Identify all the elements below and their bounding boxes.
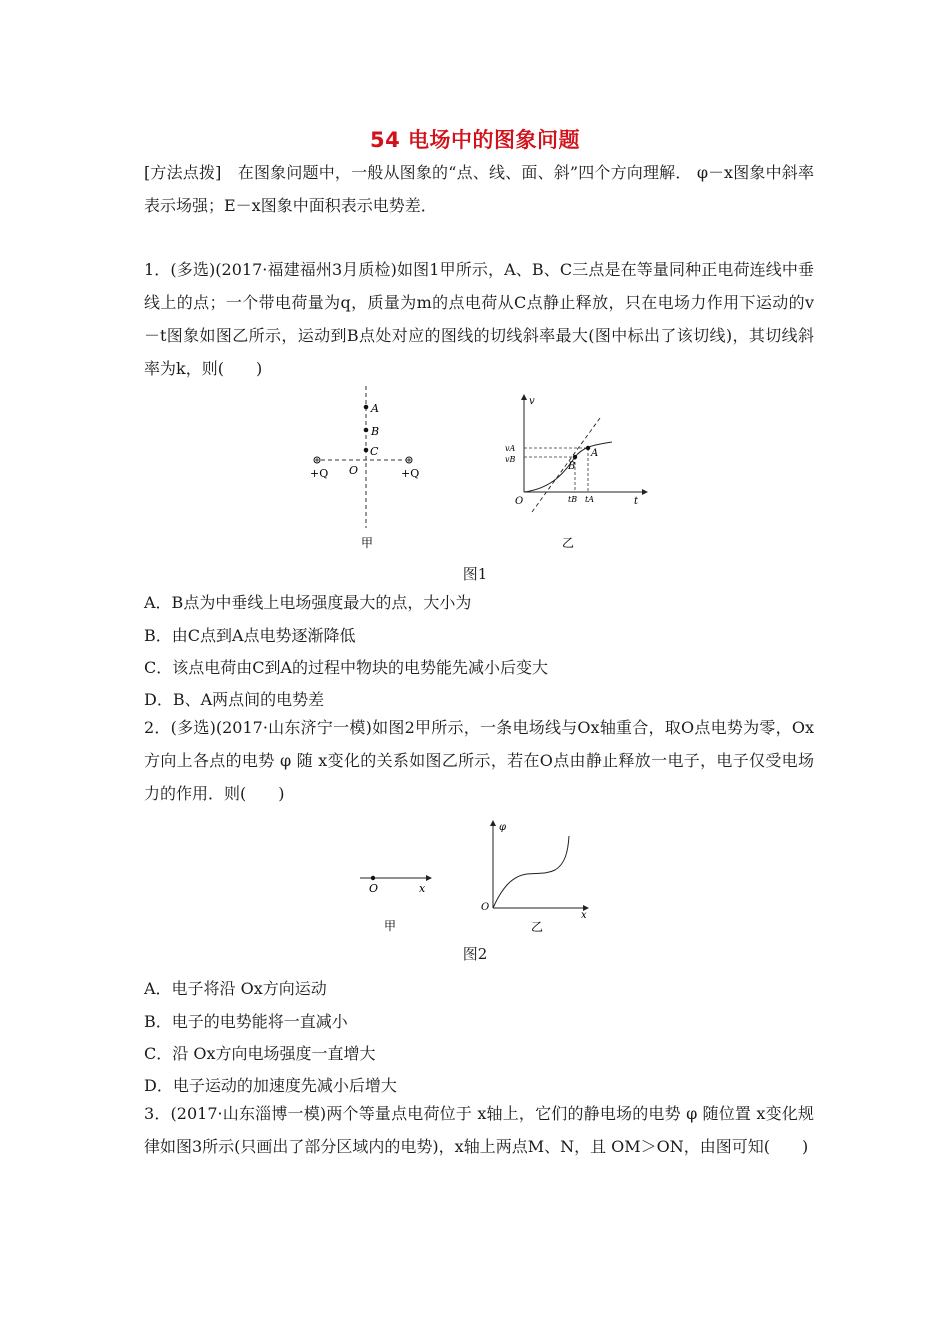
q1-option-b: B．由C点到A点电势逐渐降低 xyxy=(144,626,356,645)
figure-1-jia xyxy=(300,382,430,562)
charge-left-label: +Q xyxy=(310,467,329,480)
point-b-label: B xyxy=(371,425,380,438)
phi-x-curve xyxy=(493,836,569,908)
question-1-stem: 1．(多选)(2017·福建福州3月质检)如图1甲所示，A、B、C三点是在等量同种正电荷连线中垂线上的点；一个带电荷量为q，质量为m的点电荷从C点静止释放，只在电场力作用下运动的v－t图象如图乙所示，运动到B点处对应的图线的切线斜率最大(图中标出了该切线)，其切线斜率为k，则( ) xyxy=(144,260,814,378)
axis-v-label: v xyxy=(529,396,535,407)
point-c-label: C xyxy=(370,445,379,458)
q1-option-c: C．该点电荷由C到A的过程中物块的电势能先减小后变大 xyxy=(144,658,549,677)
q2-option-d: D．电子运动的加速度先减小后增大 xyxy=(144,1076,397,1095)
method-tip: [方法点拨] 在图象问题中，一般从图象的“点、线、面、斜”四个方向理解． φ－x图象中斜率表示场强；E－x图象中面积表示电势差． xyxy=(144,163,814,215)
axis-x-label: x xyxy=(419,882,426,895)
point-b-label: B xyxy=(568,461,576,472)
right-charge-icon xyxy=(406,457,412,463)
axis-t-label: t xyxy=(634,496,639,507)
q1-option-d: D．B、A两点间的电势差 xyxy=(144,690,325,709)
point-a-dot xyxy=(364,405,369,410)
charge-right-label: +Q xyxy=(401,467,420,480)
question-2-stem: 2．(多选)(2017·山东济宁一模)如图2甲所示，一条电场线与Ox轴重合，取O点电势为零，Ox方向上各点的电势 φ 随 x变化的关系如图乙所示，若在O点由静止释放一电子，电子仅受电场力的作用．则( ) xyxy=(144,718,814,803)
axis-x-label: x xyxy=(581,910,587,921)
origin-dot xyxy=(371,876,375,880)
axis-phi-label: φ xyxy=(499,822,507,833)
figure-2-yi-label: 乙 xyxy=(531,920,544,934)
origin-label: O xyxy=(481,902,490,913)
figure-2-jia xyxy=(356,866,436,936)
point-c-dot xyxy=(364,448,369,453)
v-b-label: vB xyxy=(505,455,516,464)
origin-label: O xyxy=(515,496,524,507)
left-charge-icon xyxy=(314,457,320,463)
point-a-label: A xyxy=(371,402,379,415)
v-a-label: vA xyxy=(505,444,516,453)
q2-option-c: C．沿 Ox方向电场强度一直增大 xyxy=(144,1044,376,1063)
q2-option-a: A．电子将沿 Ox方向运动 xyxy=(144,979,327,998)
point-b-dot xyxy=(364,428,369,433)
point-a-label: A xyxy=(591,448,599,459)
page-title: 54 电场中的图象问题 xyxy=(369,128,581,152)
point-a-dot xyxy=(586,446,590,450)
q2-option-b: B．电子的电势能将一直减小 xyxy=(144,1012,348,1031)
t-a-label: tA xyxy=(585,495,594,504)
figure-1-yi-label: 乙 xyxy=(562,536,575,550)
origin-label: O xyxy=(349,464,359,477)
figure-1-jia-label: 甲 xyxy=(361,536,374,550)
q1-option-a: A．B点为中垂线上电场强度最大的点，大小为 xyxy=(144,593,472,612)
figure-2-caption: 图2 xyxy=(462,945,488,963)
t-b-label: tB xyxy=(568,495,578,504)
point-b-dot xyxy=(573,455,577,459)
figure-1-yi xyxy=(502,392,652,557)
figure-1-caption: 图1 xyxy=(462,565,488,583)
figure-2-jia-label: 甲 xyxy=(384,919,397,933)
origin-label: O xyxy=(369,882,379,895)
figure-2-yi xyxy=(475,818,595,936)
question-3-stem: 3．(2017·山东淄博一模)两个等量点电荷位于 x轴上，它们的静电场的电势 φ 随位置 x变化规律如图3所示(只画出了部分区域内的电势)，x轴上两点M、N，且 OM＞ON，由图可知( ) xyxy=(144,1104,814,1156)
